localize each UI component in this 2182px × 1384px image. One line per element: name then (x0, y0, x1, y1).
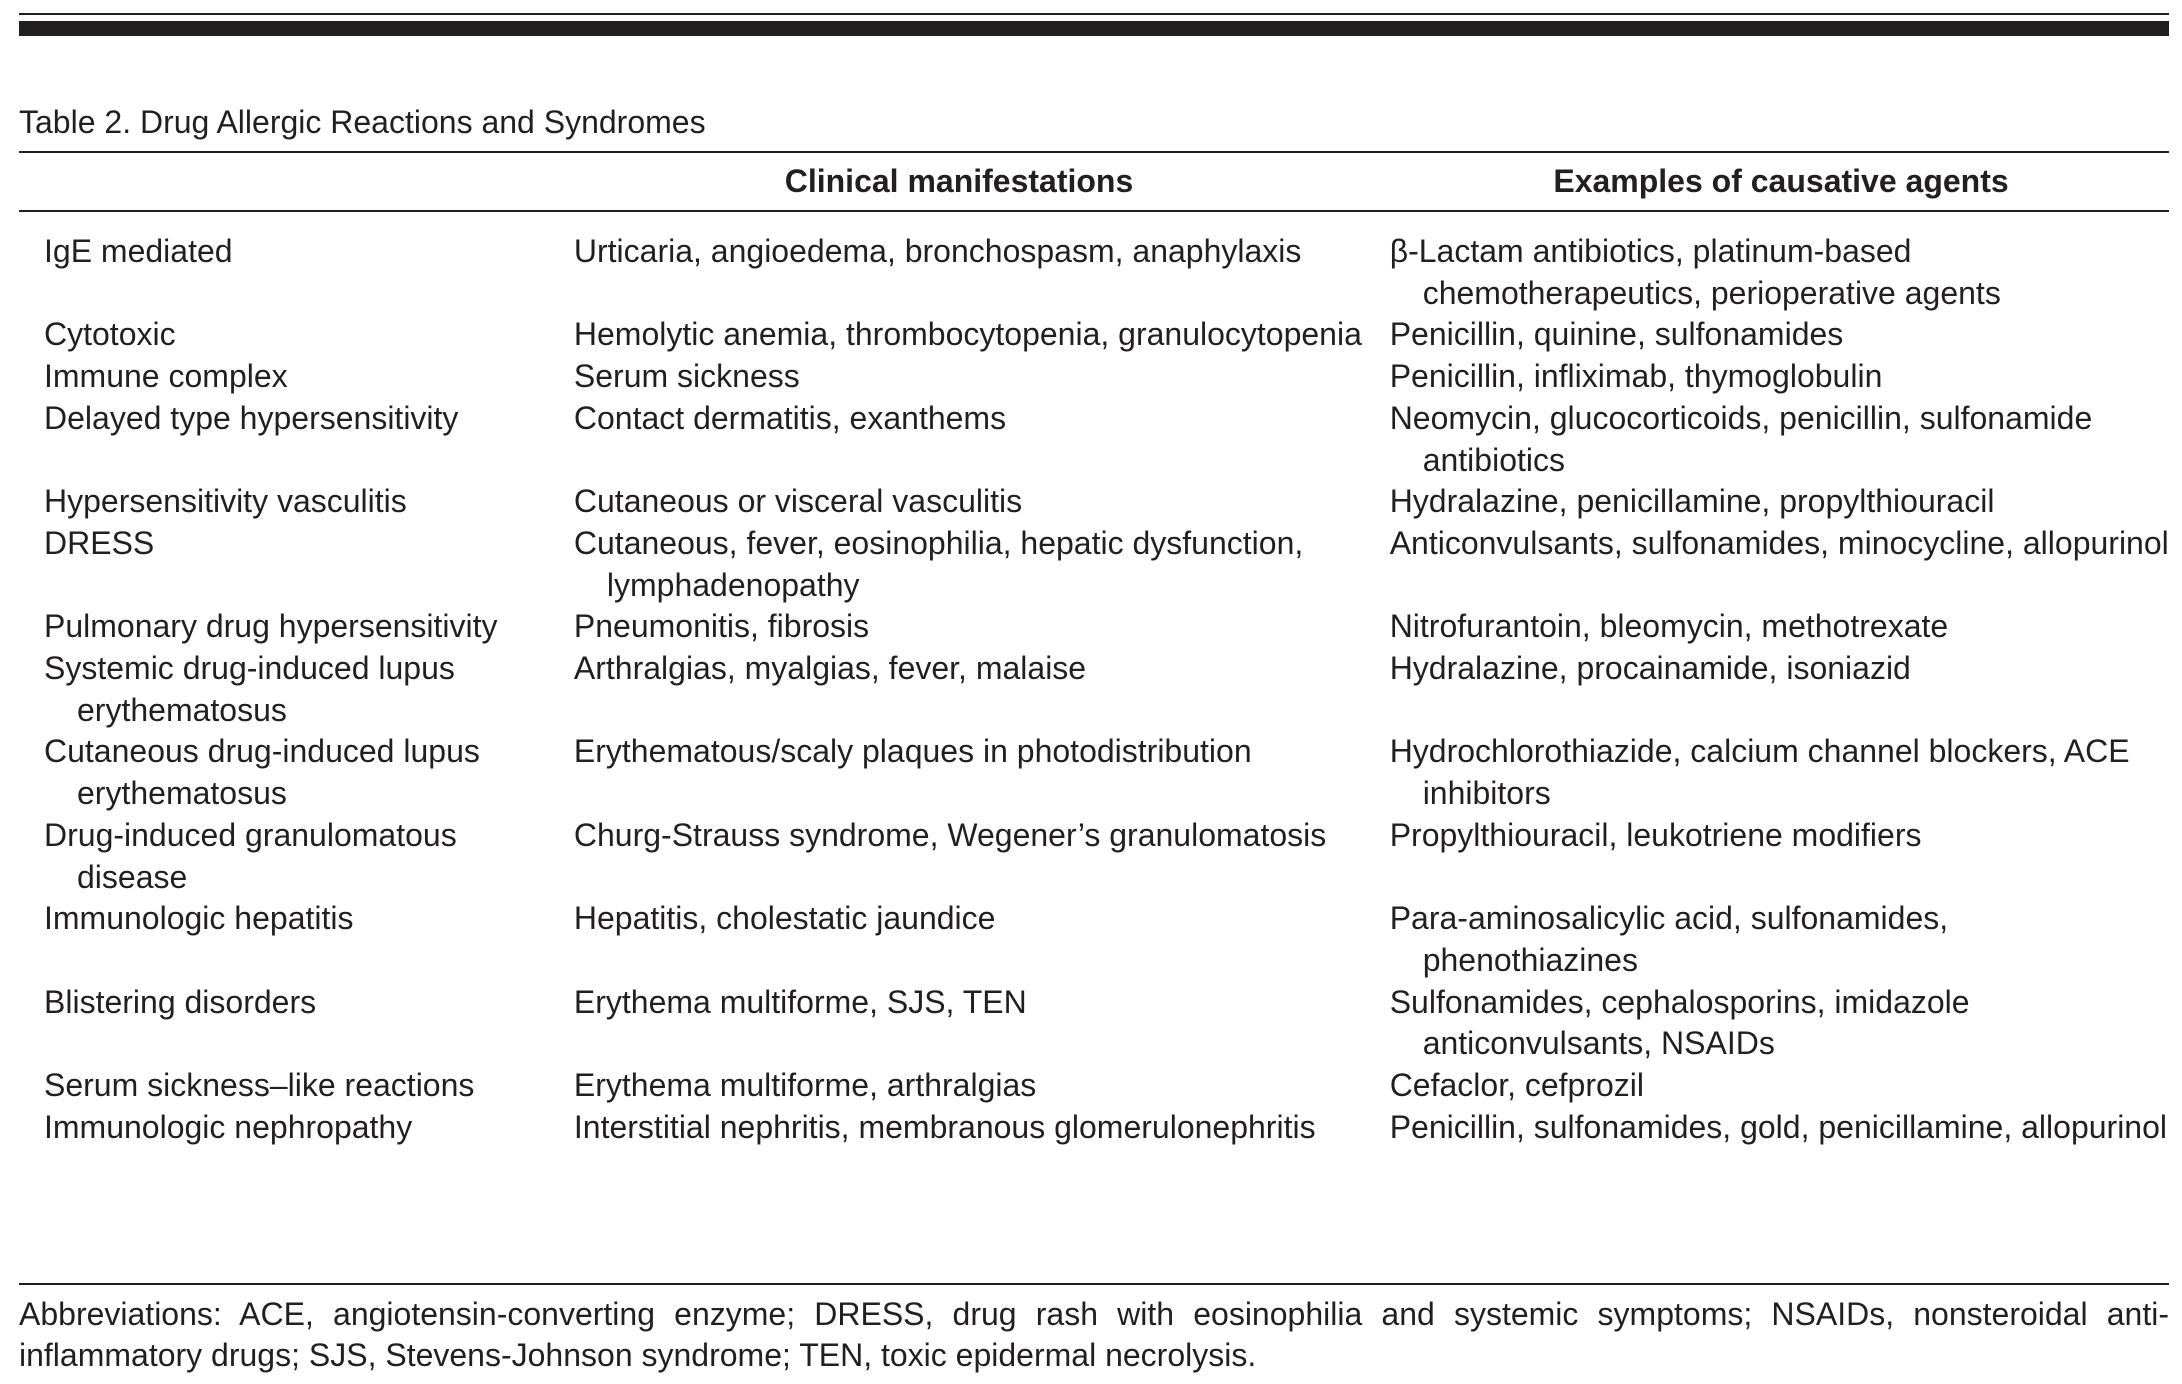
header-top-rule (19, 151, 2169, 153)
cell-reaction-type: Blistering disorders (44, 983, 317, 1020)
cell-clinical-manifestations: Urticaria, angioedema, bronchospasm, anaphylaxis (573, 233, 1302, 269)
cell-causative-agents: Cefaclor, cefprozil (1389, 1067, 1645, 1104)
table-bottom-rule (19, 1283, 2169, 1285)
cell-clinical-manifestations: Pneumonitis, fibrosis (573, 608, 870, 645)
cell-causative-agents: Sulfonamides, cephalosporins, imidazole anticonvulsants, NSAIDs (1389, 983, 1970, 1062)
cell-reaction-type: DRESS (44, 524, 155, 561)
table-row (19, 606, 2169, 648)
table-row (19, 648, 2169, 731)
cell-clinical-manifestations: Hemolytic anemia, thrombocytopenia, granulocytopenia (573, 316, 1362, 353)
cell-causative-agents: Penicillin, sulfonamides, gold, penicillamine, allopurinol (1389, 1108, 2167, 1145)
top-thick-rule (19, 21, 2169, 36)
table-row (19, 982, 2169, 1065)
cell-clinical-manifestations: Cutaneous, fever, eosinophilia, hepatic dysfunction, lymphadenopathy (573, 524, 1304, 603)
cell-reaction-type: IgE mediated (44, 233, 233, 269)
cell-reaction-type: Immune complex (44, 358, 288, 395)
header-clinical-manifestations: Clinical manifestations (784, 163, 1134, 199)
cell-reaction-type: Immunologic hepatitis (44, 900, 354, 937)
table-row (19, 1065, 2169, 1107)
table-row (19, 815, 2169, 898)
table-row (19, 231, 2169, 314)
cell-causative-agents: Nitrofurantoin, bleomycin, methotrexate (1389, 608, 1949, 645)
cell-causative-agents: β-Lactam antibiotics, platinum-based chemotherapeutics, perioperative agents (1389, 233, 2001, 311)
header-causative-agents: Examples of causative agents (1553, 163, 2009, 199)
cell-clinical-manifestations: Hepatitis, cholestatic jaundice (573, 900, 996, 937)
cell-clinical-manifestations: Erythema multiforme, arthralgias (573, 1067, 1037, 1104)
cell-clinical-manifestations: Arthralgias, myalgias, fever, malaise (573, 650, 1087, 687)
cell-clinical-manifestations: Erythematous/scaly plaques in photodistribution (573, 733, 1252, 770)
table-row (19, 481, 2169, 523)
table-footnote: Abbreviations: ACE, angiotensin-converting enzyme; DRESS, drug rash with eosinophilia and systemic symptoms; NSAIDs, nonsteroidal anti-inflammatory drugs; SJS, Stevens-Johnson syndrome; TEN, toxic epidermal necrolysis. (19, 1296, 2169, 1373)
cell-reaction-type: Cutaneous drug-induced lupus erythematosus (44, 733, 480, 812)
cell-reaction-type: Immunologic nephropathy (44, 1108, 413, 1145)
cell-clinical-manifestations: Churg-Strauss syndrome, Wegener’s granulomatosis (573, 816, 1327, 853)
table-header-row (19, 158, 2169, 204)
cell-clinical-manifestations: Erythema multiforme, SJS, TEN (573, 983, 1027, 1020)
table-body (19, 231, 2169, 1148)
cell-causative-agents: Anticonvulsants, sulfonamides, minocycline, allopurinol (1389, 524, 2169, 561)
cell-clinical-manifestations: Cutaneous or visceral vasculitis (573, 483, 1023, 520)
cell-reaction-type: Drug-induced granulomatous disease (44, 816, 457, 895)
cell-reaction-type: Serum sickness–like reactions (44, 1067, 475, 1104)
cell-causative-agents: Penicillin, infliximab, thymoglobulin (1389, 358, 1883, 395)
cell-causative-agents: Penicillin, quinine, sulfonamides (1389, 316, 1844, 353)
cell-reaction-type: Systemic drug-induced lupus erythematosus (44, 650, 455, 728)
table-row (19, 356, 2169, 398)
table-row (19, 523, 2169, 606)
cell-causative-agents: Hydrochlorothiazide, calcium channel blockers, ACE inhibitors (1389, 733, 2130, 812)
cell-causative-agents: Hydralazine, penicillamine, propylthiouracil (1389, 483, 1995, 520)
table-row (19, 731, 2169, 814)
cell-causative-agents: Para-aminosalicylic acid, sulfonamides, phenothiazines (1389, 900, 1949, 978)
cell-causative-agents: Hydralazine, procainamide, isoniazid (1389, 650, 1911, 687)
cell-causative-agents: Propylthiouracil, leukotriene modifiers (1389, 816, 1922, 853)
table-row (19, 1107, 2169, 1149)
table-row (19, 398, 2169, 481)
cell-clinical-manifestations: Contact dermatitis, exanthems (573, 399, 1007, 436)
top-thin-rule (19, 13, 2169, 15)
table-caption: Table 2. Drug Allergic Reactions and Syndromes (19, 104, 706, 140)
cell-clinical-manifestations: Serum sickness (573, 358, 800, 395)
cell-reaction-type: Cytotoxic (44, 316, 176, 353)
table-row (19, 314, 2169, 356)
cell-causative-agents: Neomycin, glucocorticoids, penicillin, sulfonamide antibiotics (1389, 399, 2093, 478)
header-bottom-rule (19, 210, 2169, 212)
cell-reaction-type: Delayed type hypersensitivity (44, 399, 459, 436)
cell-reaction-type: Pulmonary drug hypersensitivity (44, 608, 498, 645)
cell-clinical-manifestations: Interstitial nephritis, membranous glomerulonephritis (573, 1108, 1316, 1145)
table-row (19, 898, 2169, 981)
cell-reaction-type: Hypersensitivity vasculitis (44, 483, 407, 520)
